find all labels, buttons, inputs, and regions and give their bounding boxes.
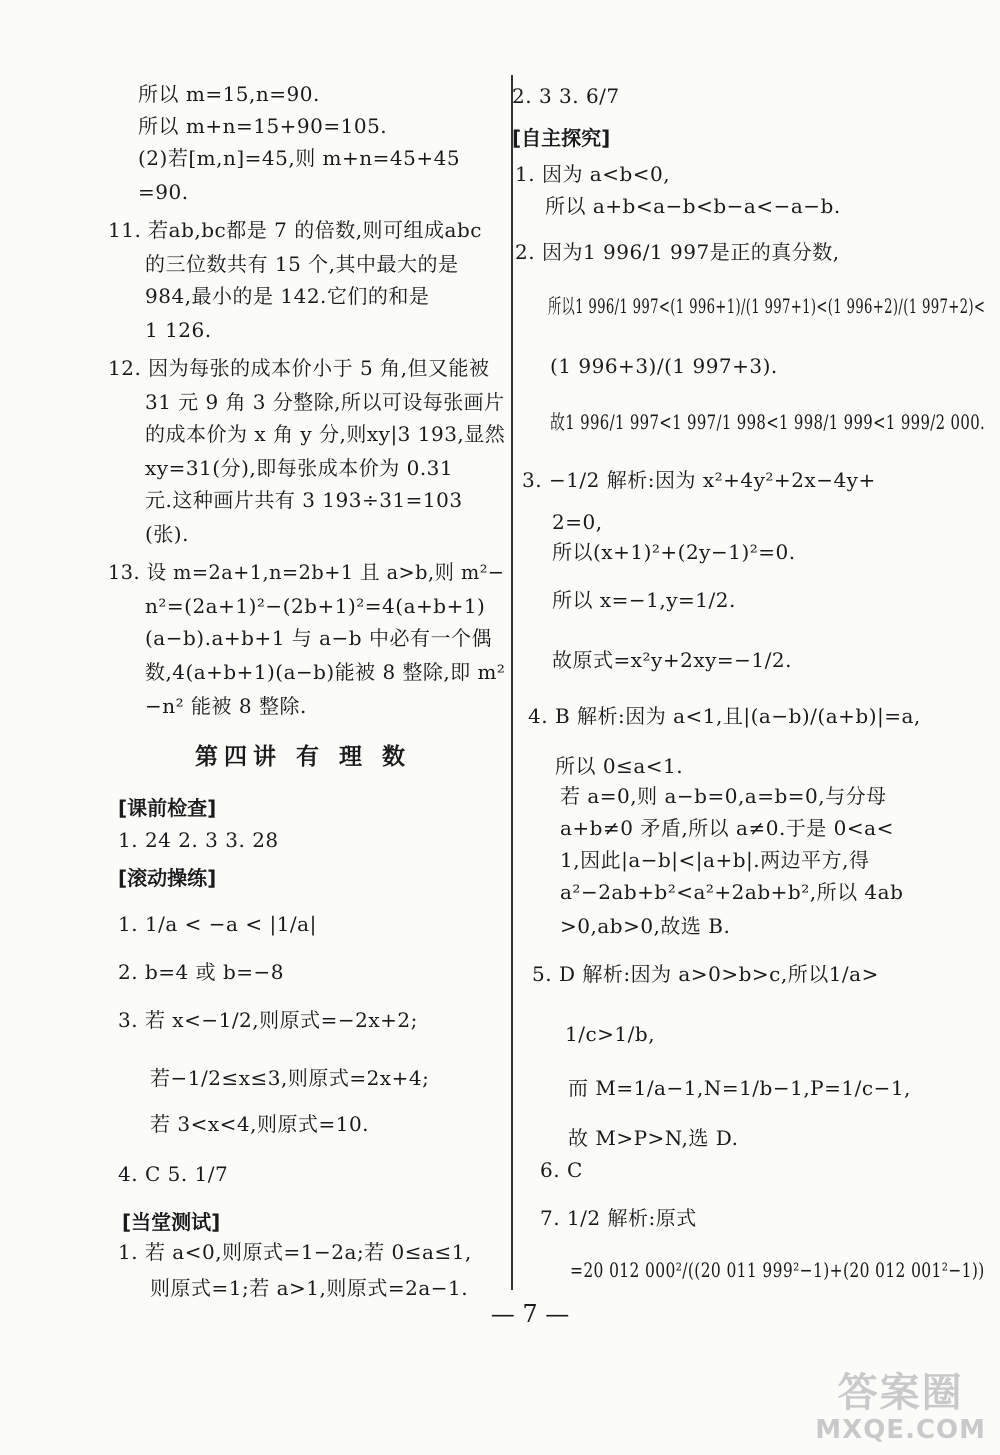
text-line: 2. 3 3. 6/7 bbox=[512, 84, 620, 108]
text-line: 4. B 解析:因为 a<1,且|(a−b)/(a+b)|=a, bbox=[528, 704, 921, 728]
text-line: 所以 m=15,n=90. bbox=[138, 82, 320, 106]
column-divider bbox=[511, 75, 513, 1290]
lecture-title: 第四讲 有 理 数 bbox=[195, 744, 412, 770]
text-line: 故 M>P>N,选 D. bbox=[568, 1126, 739, 1150]
text-line: 数,4(a+b+1)(a−b)能被 8 整除,即 m² bbox=[145, 660, 506, 684]
page-number: — 7 — bbox=[490, 1300, 570, 1328]
text-line: =20 012 000²/((20 011 999²−1)+(20 012 001²−1)) bbox=[570, 1258, 985, 1282]
text-line: 984,最小的是 142.它们的和是 bbox=[145, 284, 430, 308]
text-line: a+b≠0 矛盾,所以 a≠0.于是 0<a< bbox=[560, 816, 894, 840]
watermark-logo bbox=[815, 1371, 986, 1445]
text-line: 的三位数共有 15 个,其中最大的是 bbox=[145, 252, 459, 276]
text-line: (1 996+3)/(1 997+3). bbox=[550, 354, 778, 378]
text-line: 31 元 9 角 3 分整除,所以可设每张画片 bbox=[145, 390, 505, 414]
text-line: 7. 1/2 解析:原式 bbox=[540, 1206, 697, 1230]
text-line: 1/c>1/b, bbox=[565, 1022, 656, 1046]
text-line: 所以 m+n=15+90=105. bbox=[138, 114, 388, 138]
text-line: 1 126. bbox=[145, 318, 212, 342]
text-line: n²=(2a+1)²−(2b+1)²=4(a+b+1) bbox=[145, 594, 486, 618]
text-line: 3. −1/2 解析:因为 x²+4y²+2x−4y+ bbox=[522, 468, 876, 492]
text-line: 而 M=1/a−1,N=1/b−1,P=1/c−1, bbox=[568, 1076, 911, 1100]
section-header: [课前检查] bbox=[118, 796, 217, 820]
text-line: 2. b=4 或 b=−8 bbox=[118, 960, 284, 984]
text-line: −n² 能被 8 整除. bbox=[145, 694, 307, 718]
text-line: 元.这种画片共有 3 193÷31=103 bbox=[145, 488, 463, 512]
text-line: 11. 若ab,bc都是 7 的倍数,则可组成abc bbox=[108, 218, 482, 242]
text-line: 的成本价为 x 角 y 分,则xy|3 193,显然 bbox=[145, 422, 506, 446]
text-line: 所以 x=−1,y=1/2. bbox=[552, 588, 736, 612]
text-line: 所以(x+1)²+(2y−1)²=0. bbox=[552, 540, 796, 564]
text-line: =90. bbox=[138, 180, 189, 204]
text-line: 若 3<x<4,则原式=10. bbox=[150, 1112, 370, 1136]
text-line: 2=0, bbox=[552, 510, 603, 534]
text-line: 所以 a+b<a−b<b−a<−a−b. bbox=[545, 194, 841, 218]
text-line: 1. 若 a<0,则原式=1−2a;若 0≤a≤1, bbox=[118, 1240, 472, 1264]
text-line: 1. 因为 a<b<0, bbox=[515, 162, 671, 186]
text-line: 3. 若 x<−1/2,则原式=−2x+2; bbox=[118, 1008, 418, 1032]
section-header: [当堂测试] bbox=[122, 1210, 221, 1234]
text-line: 若−1/2≤x≤3,则原式=2x+4; bbox=[150, 1066, 430, 1090]
text-line: 则原式=1;若 a>1,则原式=2a−1. bbox=[150, 1276, 469, 1300]
text-line: xy=31(分),即每张成本价为 0.31 bbox=[145, 456, 454, 480]
watermark-url: MXQE.COM bbox=[815, 1415, 986, 1445]
text-line: 5. D 解析:因为 a>0>b>c,所以1/a> bbox=[532, 962, 879, 986]
text-line: 所以1 996/1 997<(1 996+1)/(1 997+1)<(1 996+2)/(1 997+2)< bbox=[548, 294, 986, 318]
text-line: 12. 因为每张的成本价小于 5 角,但又能被 bbox=[108, 356, 490, 380]
text-line: 1. 24 2. 3 3. 28 bbox=[118, 828, 279, 852]
text-line: 1,因此|a−b|<|a+b|.两边平方,得 bbox=[560, 848, 870, 872]
text-line: 13. 设 m=2a+1,n=2b+1 且 a>b,则 m²− bbox=[108, 560, 505, 584]
section-header: [自主探究] bbox=[512, 126, 611, 150]
text-line: 6. C bbox=[540, 1158, 583, 1182]
text-line: >0,ab>0,故选 B. bbox=[560, 914, 731, 938]
text-line: 所以 0≤a<1. bbox=[555, 754, 684, 778]
text-line: (2)若[m,n]=45,则 m+n=45+45 bbox=[138, 146, 461, 170]
text-line: a²−2ab+b²<a²+2ab+b²,所以 4ab bbox=[560, 880, 904, 904]
text-line: 2. 因为1 996/1 997是正的真分数, bbox=[515, 240, 840, 264]
section-header: [滚动操练] bbox=[118, 866, 217, 890]
text-line: (a−b).a+b+1 与 a−b 中必有一个偶 bbox=[145, 626, 492, 650]
text-line: 4. C 5. 1/7 bbox=[118, 1162, 229, 1186]
text-line: 1. 1/a < −a < |1/a| bbox=[118, 912, 317, 936]
text-line: 故1 996/1 997<1 997/1 998<1 998/1 999<1 999/2 000. bbox=[550, 410, 986, 434]
text-line: 故原式=x²y+2xy=−1/2. bbox=[552, 648, 792, 672]
text-line: (张). bbox=[145, 522, 189, 546]
watermark-text: 答案圈 bbox=[837, 1370, 964, 1416]
text-line: 若 a=0,则 a−b=0,a=b=0,与分母 bbox=[560, 784, 887, 808]
